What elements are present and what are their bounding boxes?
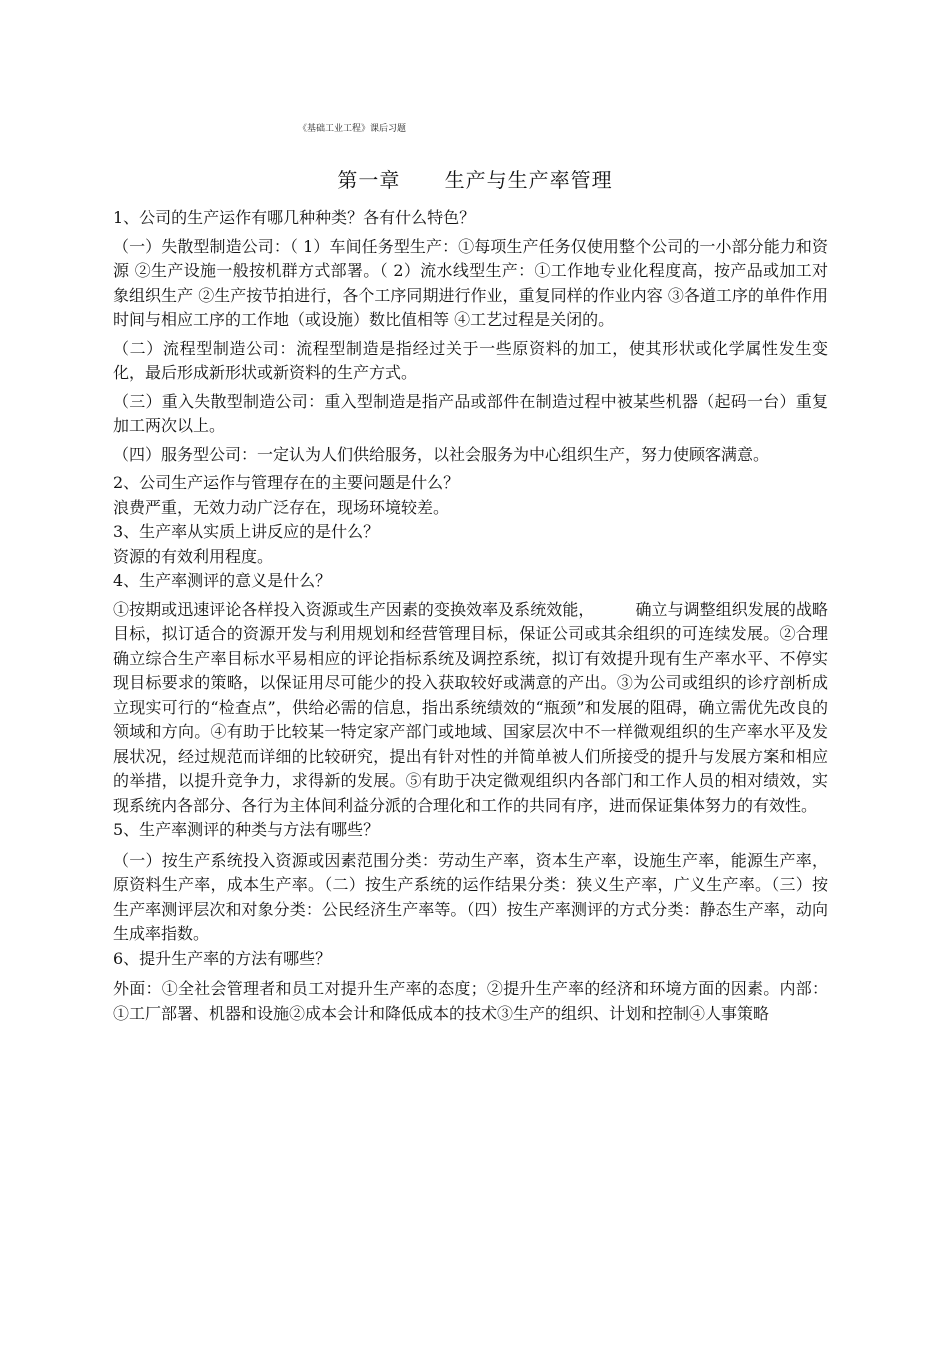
question-1: 1、公司的生产运作有哪几种种类？各有什么特色？ — [113, 208, 476, 227]
answer-1-part-2: （二）流程型制造公司：流程型制造是指经过关于一些原资料的加工，使其形状或化学属性发生变化，最后形成新形状或新资料的生产方式。 — [113, 338, 828, 382]
header-note: 《基础工业工程》课后习题 — [298, 124, 407, 134]
question-3: 3、生产率从实质上讲反应的是什么？ — [113, 522, 380, 541]
question-4: 4、生产率测评的意义是什么？ — [113, 571, 332, 590]
answer-1-part-3: （三）重入失散型制造公司：重入型制造是指产品或部件在制造过程中被某些机器（起码一台）重复加工两次以上。 — [113, 391, 828, 435]
answer-1-part-1: （一）失散型制造公司：（ 1）车间任务型生产：①每项生产任务仅使用整个公司的一小部分能力和资源 ②生产设施一般按机群方式部署。（ 2）流水线型生产：①工作地专业化程度高，按产品或加工对象组织生产 ②生产按节拍进行，各个工序同期进行作业，重复同样的作业内容 ③各道工序的单件作用时间与相应工序的工作地（或设施）数比值相等 ④工艺过程是关闭的。 — [113, 236, 828, 329]
question-6: 6、提升生产率的方法有哪些？ — [113, 948, 332, 968]
question-2: 2、公司生产运作与管理存在的主要问题是什么？ — [113, 473, 460, 492]
answer-6: 外面：①全社会管理者和员工对提升生产率的态度；②提升生产率的经济和环境方面的因素。内部：①工厂部署、机器和设施②成本会计和降低成本的技术③生产的组织、计划和控制④人事策略 — [113, 979, 828, 1023]
chapter-title: 第一章 生产与生产率管理 — [337, 168, 613, 192]
answer-5: （一）按生产系统投入资源或因素范围分类：劳动生产率，资本生产率，设施生产率，能源生产率，原资料生产率，成本生产率。（二）按生产系统的运作结果分类：狭义生产率，广义生产率。（三）按生产率测评层次和对象分类：公民经济生产率等。（四）按生产率测评的方式分类：静态生产率，动向生成率指数。 — [113, 850, 828, 943]
question-5: 5、生产率测评的种类与方法有哪些？ — [113, 820, 380, 839]
answer-1-part-4: （四）服务型公司：一定认为人们供给服务，以社会服务为中心组织生产，努力使顾客满意。 — [113, 444, 770, 464]
document-body — [113, 206, 828, 1026]
answer-2: 浪费严重，无效力动广泛存在，现场环境较差。 — [113, 497, 450, 517]
answer-3: 资源的有效利用程度。 — [113, 546, 274, 566]
answer-4: ①按期或迅速评论各样投入资源或生产因素的变换效率及系统效能， 确立与调整组织发展的战略目标，拟订适合的资源开发与利用规划和经营管理目标，保证公司或其余组织的可连续发展。②合理确立综合生产率目标水平易相应的评论指标系统及调控系统，拟订有效提升现有生产率水平、不停实现目标要求的策略，以保证用尽可能少的投入获取较好或满意的产出。③为公司或组织的诊疗剖析成立现实可行的“检查点”，供给必需的信息，指出系统绩效的“瓶颈”和发展的阻碍，确立需优先改良的领域和方向。④有助于比较某一特定家产部门或地域、国家层次中不一样微观组织的生产率水平及发展状况，经过规范而详细的比较研究，提出有针对性的并简单被人们所接受的提升与发展方案和相应的举措，以提升竞争力，求得新的发展。⑤有助于决定微观组织内各部门和工作人员的相对绩效，实现系统内各部分、各行为主体间利益分派的合理化和工作的共同有序，进而保证集体努力的有效性。 — [113, 599, 828, 815]
